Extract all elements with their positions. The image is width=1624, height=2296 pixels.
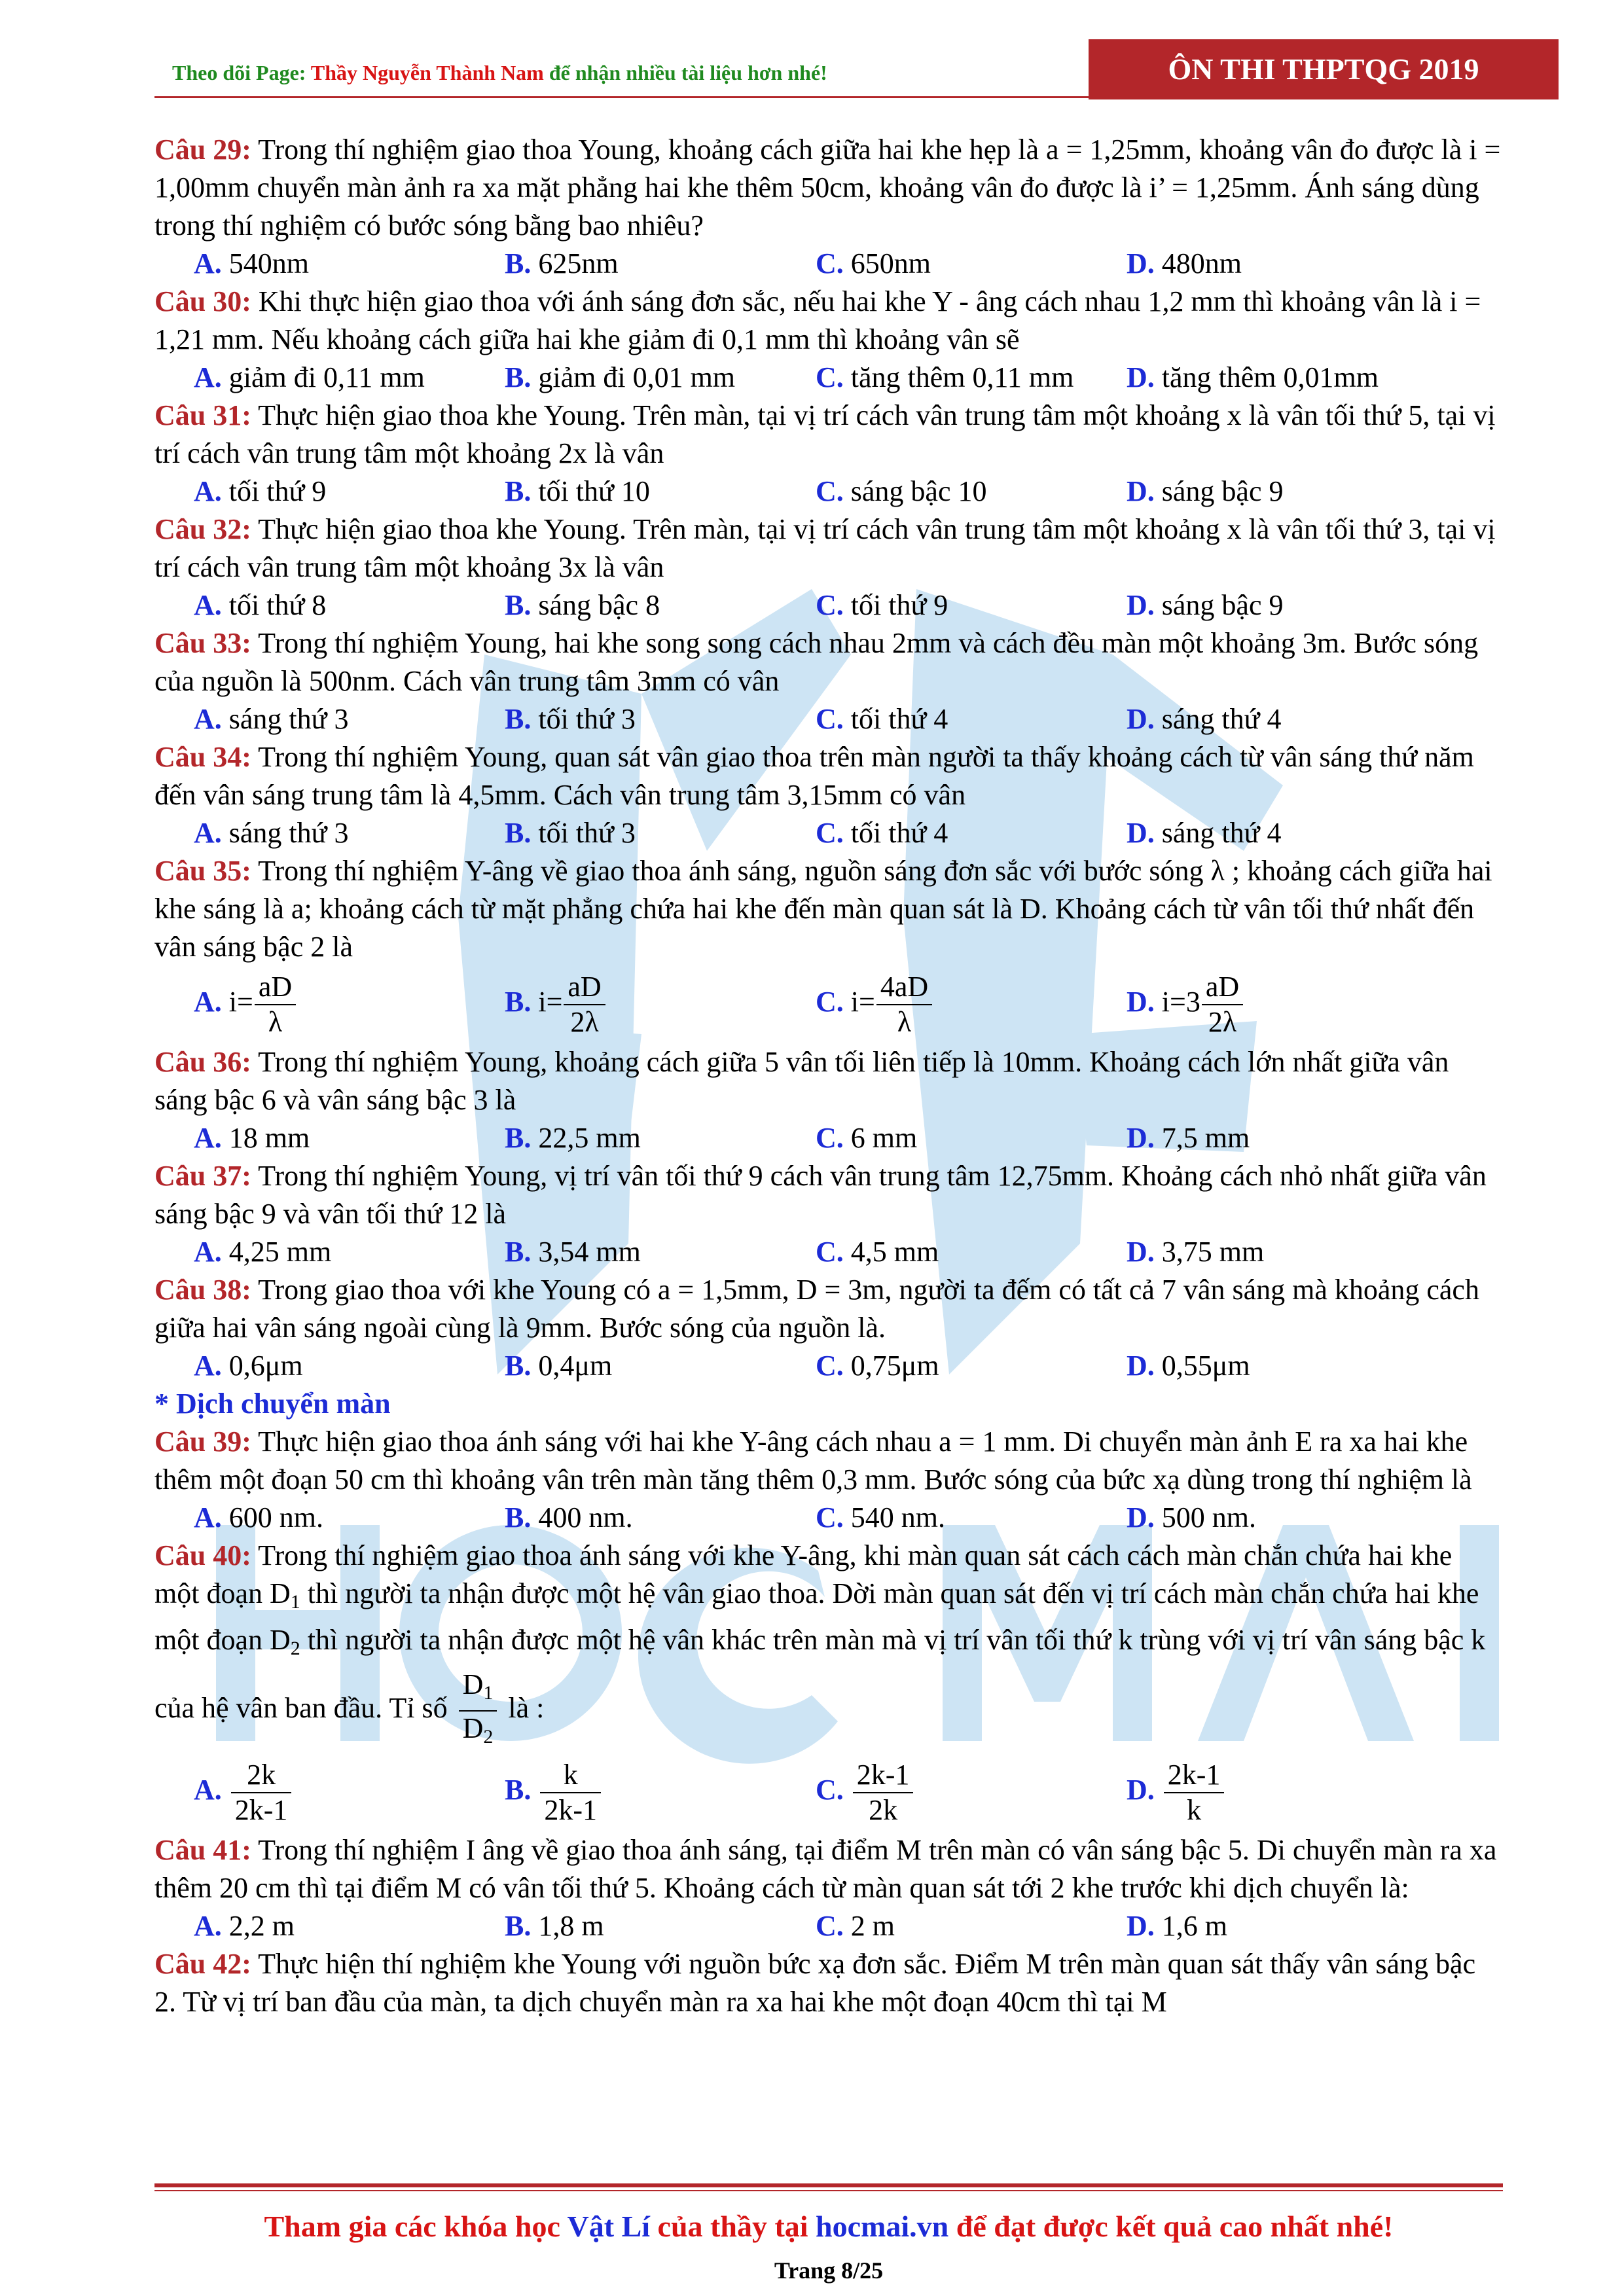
option-text: sáng bậc 10 [843,475,987,507]
subscript: 2 [483,1726,494,1748]
option-letter: D. [1127,589,1155,621]
option-letter: D. [1127,1350,1155,1382]
option-text: 3,75 mm [1154,1236,1265,1268]
option-text: giảm đi 0,01 mm [531,361,736,393]
answer-option[interactable] [505,1499,633,1537]
option-letter: D. [1127,1236,1155,1268]
option-letter: D. [1127,817,1155,849]
answer-option[interactable] [194,1347,303,1385]
formula-prefix: i=3 [1154,986,1200,1018]
question-body: Trong thí nghiệm Y-âng về giao thoa ánh sáng, nguồn sáng đơn sắc với bước sóng λ ; khoảng cách giữa hai khe sáng là a; khoảng cách từ mặt phẳng chứa hai khe đến màn quan sát là D. Khoảng cách từ vân tối thứ nhất đến vân sáng bậc 2 là [154,855,1492,963]
answer-row [154,966,1503,1043]
option-text: 625nm [531,247,619,279]
question-body: Trong thí nghiệm Young, khoảng cách giữa 5 vân tối liên tiếp là 10mm. Khoảng cách lớn nhất giữa vân sáng bậc 6 và vân sáng bậc 3 là [154,1046,1449,1116]
option-text: tối thứ 4 [843,817,948,849]
option-letter: A. [194,589,222,621]
answer-option[interactable] [505,1758,602,1827]
answer-row [154,814,1503,852]
question-text [154,1537,1503,1754]
answer-option[interactable] [505,970,607,1039]
option-letter: C. [816,1774,844,1806]
ratio-fraction [459,1668,497,1754]
answer-option[interactable] [505,586,660,624]
option-letter: C. [816,1122,844,1154]
answer-option[interactable] [194,359,425,397]
answer-row [154,1754,1503,1831]
subscript: 2 [290,1638,300,1659]
question-text [154,1423,1503,1499]
option-text: 22,5 mm [531,1122,641,1154]
question-text [154,397,1503,473]
option-text: 2,2 m [221,1910,295,1942]
option-text: sáng thứ 3 [221,817,349,849]
answer-option[interactable] [1127,1119,1250,1157]
option-letter: A. [194,817,222,849]
question-label: Câu 37: [154,1160,251,1192]
option-text: giảm đi 0,11 mm [221,361,425,393]
fraction [231,1758,292,1827]
option-letter: D. [1127,1501,1155,1534]
question-list [154,131,1503,2021]
option-letter: C. [816,361,844,393]
question-body: Trong thí nghiệm giao thoa Young, khoảng cách giữa hai khe hẹp là a = 1,25mm, khoảng vân đo được là i = 1,00mm chuyển màn ảnh ra xa mặt phẳng hai khe thêm 50cm, khoảng vân đo được là i’ = 1,25mm. Ánh sáng dùng trong thí nghiệm có bước sóng bằng bao nhiêu? [154,134,1501,242]
header-rule [154,96,1156,98]
option-letter: C. [816,247,844,279]
question-text [154,511,1503,586]
option-letter: D. [1127,1910,1155,1942]
option-letter: C. [816,475,844,507]
answer-option[interactable] [1127,245,1242,283]
fraction [876,970,932,1039]
answer-row [154,700,1503,738]
footer-text-5: để đạt được kết quả cao nhất nhé! [948,2210,1394,2243]
question-body: Thực hiện giao thoa ánh sáng với hai khe Y-âng cách nhau a = 1 mm. Di chuyển màn ảnh E ra xa hai khe thêm một đoạn 50 cm thì khoảng vân trên màn tăng thêm 0,3 mm. Bước sóng của bức xạ dùng trong thí nghiệm là [154,1426,1472,1496]
option-text: sáng thứ 4 [1154,817,1282,849]
option-letter: C. [816,1236,844,1268]
answer-row [154,359,1503,397]
option-text: sáng thứ 3 [221,703,349,735]
fraction [1202,970,1243,1039]
option-letter: A. [194,986,222,1018]
option-letter: D. [1127,475,1155,507]
question-text [154,738,1503,814]
option-letter: B. [505,1774,532,1806]
answer-option[interactable] [505,700,636,738]
answer-option[interactable] [1127,586,1284,624]
option-letter: C. [816,1910,844,1942]
question-body: Thực hiện giao thoa khe Young. Trên màn, tại vị trí cách vân trung tâm một khoảng x là vân tối thứ 5, tại vị trí cách vân trung tâm một khoảng 2x là vân [154,399,1496,469]
fraction-numerator: aD [1202,970,1243,1005]
question-label: Câu 33: [154,627,251,659]
option-letter: D. [1127,361,1155,393]
option-letter: C. [816,703,844,735]
answer-option[interactable] [1127,1907,1227,1945]
option-letter: A. [194,1774,222,1806]
option-text: 0,55μm [1154,1350,1250,1382]
fraction-denominator: 2λ [570,1006,599,1038]
question-label: Câu 42: [154,1948,251,1980]
question-text [154,624,1503,700]
option-text: tối thứ 3 [531,817,636,849]
answer-option[interactable] [1127,814,1282,852]
question-body: Trong thí nghiệm giao thoa ánh sáng với khe Y-âng, khi màn quan sát cách cách màn chắn chứa hai khe một đoạn D [154,1539,1453,1609]
question-text [154,131,1503,245]
question-text [154,1271,1503,1347]
option-letter: C. [816,1350,844,1382]
option-letter: B. [505,589,532,621]
footer-text-1: Tham gia các khóa học [264,2210,568,2243]
option-letter: C. [816,817,844,849]
answer-option[interactable] [505,473,650,511]
option-letter: B. [505,247,532,279]
answer-option[interactable] [194,814,349,852]
fraction-numerator: aD [255,970,296,1005]
option-letter: B. [505,1236,532,1268]
answer-option[interactable] [816,1907,895,1945]
option-letter: A. [194,361,222,393]
option-text: 1,8 m [531,1910,604,1942]
option-text: 0,4μm [531,1350,613,1382]
option-letter: A. [194,703,222,735]
answer-option[interactable] [505,814,636,852]
fraction-denominator: 2k [869,1794,898,1826]
question-label: Câu 38: [154,1274,251,1306]
answer-row [154,1499,1503,1537]
question-text [154,1945,1503,2021]
answer-option[interactable] [1127,1758,1225,1827]
option-text: 540 nm. [843,1501,946,1534]
answer-option[interactable] [816,1119,917,1157]
answer-option[interactable] [194,586,326,624]
question-label: Câu 41: [154,1834,251,1866]
option-letter: B. [505,986,532,1018]
footer-site-link[interactable]: hocmai.vn [816,2210,949,2243]
option-text: tối thứ 10 [531,475,650,507]
option-letter: A. [194,1236,222,1268]
question-text [154,1831,1503,1907]
answer-option[interactable] [194,1758,293,1827]
answer-option[interactable] [816,359,1074,397]
answer-option[interactable] [194,245,309,283]
question-body: thì người ta nhận được một hệ vân giao thoa. Dời màn quan sát đến vị trí cách màn chắn chứa hai khe một đoạn D [154,1577,1479,1656]
answer-option[interactable] [816,245,931,283]
option-text: sáng bậc 8 [531,589,660,621]
fraction [564,970,605,1039]
option-text: sáng bậc 9 [1154,589,1284,621]
answer-option[interactable] [505,359,735,397]
fraction-denominator [459,1712,497,1754]
section-heading: * Dịch chuyển màn [154,1388,391,1420]
answer-option[interactable] [194,1119,310,1157]
answer-option[interactable] [816,1233,939,1271]
answer-option[interactable] [816,1347,939,1385]
option-letter: B. [505,703,532,735]
fraction-numerator: 2k-1 [1164,1758,1225,1793]
question-label: Câu 32: [154,513,251,545]
answer-row [154,1119,1503,1157]
answer-option[interactable] [505,1119,641,1157]
fraction [1164,1758,1225,1827]
fraction-denominator: 2k-1 [234,1794,288,1826]
option-text: 4,5 mm [843,1236,939,1268]
ratio-den: D [462,1712,484,1744]
option-letter: A. [194,1350,222,1382]
answer-row [154,1233,1503,1271]
page-number: Trang 8/25 [774,2257,884,2284]
option-letter: D. [1127,986,1155,1018]
question-body: là : [501,1692,545,1725]
fraction-denominator: λ [897,1006,912,1038]
fraction [540,1758,601,1827]
option-text: 0,75μm [843,1350,939,1382]
option-text: 2 m [843,1910,895,1942]
fraction-numerator: 4aD [876,970,932,1005]
footer-promo [154,2209,1503,2244]
answer-row [154,586,1503,624]
question-body: thì người ta nhận được một hệ vân khác trên màn mà vị trí vân tối thứ k trùng với vị trí vân sáng bậc k của hệ vân ban đầu. Tỉ số [154,1624,1486,1725]
formula-prefix: i= [843,986,875,1018]
option-text: 540nm [221,247,310,279]
option-letter: C. [816,589,844,621]
answer-option[interactable] [816,473,987,511]
question-label: Câu 39: [154,1426,251,1458]
question-label: Câu 34: [154,741,251,773]
answer-option[interactable] [194,970,297,1039]
option-letter: C. [816,986,844,1018]
answer-option[interactable] [505,245,619,283]
answer-row [154,473,1503,511]
option-text: 0,6μm [221,1350,303,1382]
option-text: sáng bậc 9 [1154,475,1284,507]
answer-option[interactable] [1127,1347,1250,1385]
fraction-numerator: 2k-1 [853,1758,914,1793]
footer-rule-thick [154,2183,1503,2187]
question-text [154,1157,1503,1233]
option-text: 3,54 mm [531,1236,641,1268]
option-text: tối thứ 4 [843,703,948,735]
formula-prefix: i= [221,986,253,1018]
answer-option[interactable] [816,700,948,738]
fraction-numerator: 2k [231,1758,292,1793]
answer-row [154,1907,1503,1945]
question-label: Câu 40: [154,1539,251,1571]
option-letter: A. [194,475,222,507]
question-body: Trong thí nghiệm Young, hai khe song song cách nhau 2mm và cách đều màn một khoảng 3m. Bước sóng của nguồn là 500nm. Cách vân trung tâm 3mm có vân [154,627,1479,697]
option-text: 600 nm. [221,1501,324,1534]
header-text-part3: để nhận nhiều tài liệu hơn nhé! [543,61,827,84]
option-letter: A. [194,1122,222,1154]
answer-option[interactable] [816,814,948,852]
option-text: 500 nm. [1154,1501,1257,1534]
answer-option[interactable] [1127,1233,1264,1271]
answer-row [154,1347,1503,1385]
answer-option[interactable] [1127,1499,1256,1537]
option-letter: B. [505,817,532,849]
subscript: 1 [290,1591,300,1613]
question-body: Trong thí nghiệm Young, vị trí vân tối thứ 9 cách vân trung tâm 12,75mm. Khoảng cách nhỏ nhất giữa vân sáng bậc 9 và vân tối thứ 12 là [154,1160,1487,1230]
footer-text-3: của thầy tại [650,2210,816,2243]
fraction-numerator [459,1668,497,1712]
option-letter: B. [505,1501,532,1534]
question-label: Câu 35: [154,855,251,887]
answer-option[interactable] [505,1233,641,1271]
footer-subject: Vật Lí [567,2210,651,2243]
ratio-num: D [462,1668,484,1700]
question-body: Khi thực hiện giao thoa với ánh sáng đơn sắc, nếu hai khe Y - âng cách nhau 1,2 mm thì khoảng vân là i = 1,21 mm. Nếu khoảng cách giữa hai khe giảm đi 0,1 mm thì khoảng vân sẽ [154,285,1481,355]
option-letter: D. [1127,247,1155,279]
answer-option[interactable] [505,1907,604,1945]
option-text: 650nm [843,247,931,279]
option-letter: D. [1127,703,1155,735]
answer-option[interactable] [1127,473,1284,511]
answer-option[interactable] [816,1758,914,1827]
option-letter: A. [194,1910,222,1942]
option-letter: D. [1127,1774,1155,1806]
option-text: tối thứ 9 [221,475,327,507]
answer-option[interactable] [816,970,933,1039]
question-body: Thực hiện giao thoa khe Young. Trên màn, tại vị trí cách vân trung tâm một khoảng x là vân tối thứ 3, tại vị trí cách vân trung tâm một khoảng 3x là vân [154,513,1496,583]
question-label: Câu 30: [154,285,251,317]
option-letter: B. [505,1910,532,1942]
option-text: 1,6 m [1154,1910,1228,1942]
option-letter: B. [505,1350,532,1382]
answer-option[interactable] [194,1233,331,1271]
question-body: Thực hiện thí nghiệm khe Young với nguồn bức xạ đơn sắc. Điểm M trên màn quan sát thấy vân sáng bậc 2. Từ vị trí ban đầu của màn, ta dịch chuyển màn ra xa hai khe một đoạn 40cm thì tại M [154,1948,1476,2018]
option-letter: B. [505,475,532,507]
question-label: Câu 36: [154,1046,251,1078]
answer-option[interactable] [194,1907,295,1945]
option-text: tối thứ 9 [843,589,948,621]
question-label: Câu 31: [154,399,251,431]
question-body: Trong giao thoa với khe Young có a = 1,5mm, D = 3m, người ta đếm có tất cả 7 vân sáng mà khoảng cách giữa hai vân sáng ngoài cùng là 9mm. Bước sóng của nguồn là. [154,1274,1479,1344]
answer-option[interactable] [505,1347,612,1385]
answer-option[interactable] [194,473,326,511]
question-body: Trong thí nghiệm Young, quan sát vân giao thoa trên màn người ta thấy khoảng cách từ vân sáng thứ năm đến vân sáng trung tâm là 4,5mm. Cách vân trung tâm 3,15mm có vân [154,741,1474,811]
option-text: 400 nm. [531,1501,633,1534]
header-text-part1: Theo dõi Page: [172,61,311,84]
option-text: 480nm [1154,247,1242,279]
option-letter: D. [1127,1122,1155,1154]
header-author-link[interactable]: Thầy Nguyễn Thành Nam [310,61,544,84]
option-text: tăng thêm 0,01mm [1154,361,1379,393]
answer-option[interactable] [816,586,948,624]
option-text: tối thứ 3 [531,703,636,735]
formula-prefix: i= [531,986,563,1018]
answer-option[interactable] [1127,970,1244,1039]
subscript: 1 [483,1682,494,1704]
question-body: Trong thí nghiệm I âng về giao thoa ánh sáng, tại điểm M trên màn có vân sáng bậc 5. Di chuyển màn ra xa thêm 20 cm thì tại điểm M có vân tối thứ 5. Khoảng cách từ màn quan sát tới 2 khe trước khi dịch chuyển là: [154,1834,1497,1904]
option-text: 18 mm [221,1122,310,1154]
question-text [154,852,1503,966]
option-letter: C. [816,1501,844,1534]
fraction-denominator: k [1187,1794,1202,1826]
fraction [853,1758,914,1827]
option-text: tối thứ 8 [221,589,327,621]
answer-option[interactable] [1127,359,1379,397]
fraction-denominator: λ [268,1006,283,1038]
answer-option[interactable] [194,1499,323,1537]
option-text: sáng thứ 4 [1154,703,1282,735]
option-letter: A. [194,247,222,279]
question-text [154,283,1503,359]
header-title-badge: ÔN THI THPTQG 2019 [1089,39,1559,99]
fraction [255,970,296,1039]
fraction-numerator: aD [564,970,605,1005]
option-text: tăng thêm 0,11 mm [843,361,1074,393]
fraction-denominator: 2λ [1208,1006,1237,1038]
option-letter: A. [194,1501,222,1534]
answer-option[interactable] [1127,700,1282,738]
option-letter: B. [505,1122,532,1154]
header-follow-text [172,61,827,85]
answer-row [154,245,1503,283]
fraction-numerator: k [540,1758,601,1793]
option-letter: B. [505,361,532,393]
option-text: 7,5 mm [1154,1122,1250,1154]
fraction-denominator: 2k-1 [544,1794,598,1826]
footer-rule-thin [154,2190,1503,2191]
option-text: 4,25 mm [221,1236,332,1268]
answer-option[interactable] [816,1499,945,1537]
question-label: Câu 29: [154,134,251,166]
question-text [154,1043,1503,1119]
option-text: 6 mm [843,1122,918,1154]
answer-option[interactable] [194,700,349,738]
